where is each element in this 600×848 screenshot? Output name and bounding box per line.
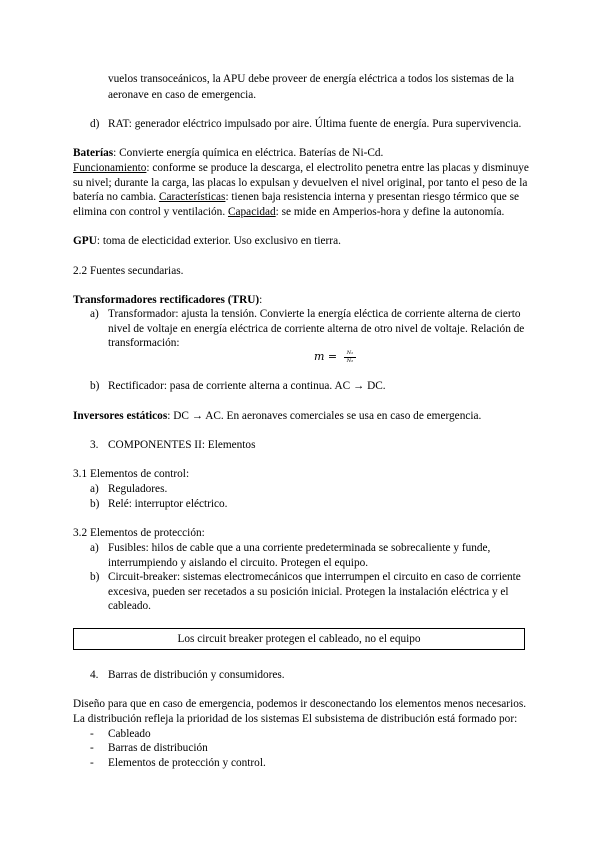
list-marker: d): [90, 118, 100, 130]
formula-fraction: [344, 350, 356, 365]
tru-heading: Transformadores rectificadores (TRU): [73, 294, 260, 306]
list-marker: b): [90, 498, 100, 510]
fusibles-item-line: interrumpiendo y aislando el circuito. Protegen el equipo.: [108, 557, 369, 569]
inversores-line: [73, 409, 481, 423]
circuit-breaker-item-line: excesiva, pueden ser recetados a su posición inicial. Protegen la instalación eléctrica y el: [108, 586, 509, 598]
formula-lhs: m =: [314, 350, 338, 363]
capacidad-line: [73, 205, 504, 219]
baterias-text: : Convierte energía química en eléctrica. Baterías de Ni-Cd.: [113, 147, 384, 159]
formula-numerator: N₁: [346, 350, 354, 356]
note-box: [73, 628, 525, 650]
list-item: Elementos de protección y control.: [108, 757, 266, 769]
circuit-breaker-item: Circuit-breaker: sistemas electromecánicos que interrumpen el circuito en caso de corriente: [108, 571, 521, 583]
tru-colon: :: [259, 294, 263, 306]
section-heading-3-2: 3.2 Elementos de protección:: [73, 527, 205, 539]
baterias-line: [73, 146, 383, 160]
caracteristicas-text: : tienen baja resistencia interna y presentan riesgo térmico que se: [225, 191, 520, 203]
gpu-heading: GPU: [73, 235, 97, 247]
list-item: Relé: interruptor eléctrico.: [108, 498, 228, 510]
dash-marker: -: [90, 757, 94, 769]
caracteristicas-heading: Características: [158, 191, 226, 203]
inversores-text: : DC → AC. En aeronaves comerciales se usa en caso de emergencia.: [167, 410, 482, 422]
list-marker: a): [90, 542, 99, 554]
transformador-item-line: nivel de voltaje en energía eléctrica de corriente alterna de otro nivel de voltaje. Relación de: [108, 323, 525, 335]
section-heading-4: Barras de distribución y consumidores.: [108, 669, 285, 681]
funcionamiento-line: [73, 161, 529, 175]
transformador-item-line: transformación:: [108, 337, 180, 349]
baterias-text: batería no cambia.: [73, 191, 159, 203]
dash-marker: -: [90, 742, 94, 754]
section-heading-2-2: 2.2 Fuentes secundarias.: [73, 265, 184, 277]
caracteristicas-line: [73, 190, 519, 204]
inversores-heading: Inversores estáticos: [73, 410, 168, 422]
list-marker: b): [90, 380, 100, 392]
section-heading-3-1: 3.1 Elementos de control:: [73, 468, 190, 480]
gpu-line: [73, 234, 341, 248]
capacidad-text: : se mide en Amperios-hora y define la autonomía.: [275, 206, 505, 218]
list-marker: a): [90, 483, 99, 495]
list-marker: b): [90, 571, 100, 583]
apu-paragraph-line: aeronave en caso de emergencia.: [108, 89, 257, 101]
diseno-paragraph-line: La distribución refleja la prioridad de los sistemas El subsistema de distribución está formado por:: [73, 713, 518, 725]
tru-heading-line: [73, 293, 262, 307]
diseno-paragraph-line: Diseño para que en caso de emergencia, podemos ir desconectando los elementos menos necesarios.: [73, 698, 527, 710]
list-item: Reguladores.: [108, 483, 168, 495]
capacidad-heading: Capacidad: [227, 206, 276, 218]
section-number: 4.: [90, 669, 99, 681]
section-heading-3: COMPONENTES II: Elementos: [108, 439, 256, 451]
rat-item: RAT: generador eléctrico impulsado por aire. Última fuente de energía. Pura supervivencia.: [108, 118, 522, 130]
list-marker: a): [90, 308, 99, 320]
note-text: Los circuit breaker protegen el cableado, no el equipo: [177, 633, 421, 645]
list-item: Cableado: [108, 728, 151, 740]
apu-paragraph-line: vuelos transoceánicos, la APU debe proveer de energía eléctrica a todos los sistemas de la: [108, 73, 515, 85]
list-item: Barras de distribución: [108, 742, 208, 754]
baterias-line: su nivel; durante la carga, las placas lo expulsan y devuelven el nivel original, por tanto el peso de la: [73, 177, 528, 189]
section-number: 3.: [90, 439, 99, 451]
funcionamiento-text: : conforme se produce la descarga, el electrolito penetra entre las placas y disminuye: [146, 162, 529, 174]
circuit-breaker-item-line: cableado.: [108, 600, 151, 612]
rectificador-item: Rectificador: pasa de corriente alterna a continua. AC → DC.: [108, 380, 386, 392]
baterias-text: elimina con control y ventilación.: [73, 206, 228, 218]
fusibles-item: Fusibles: hilos de cable que a una corriente predeterminada se sobrecaliente y funde,: [108, 542, 491, 554]
funcionamiento-heading: Funcionamiento: [73, 162, 147, 174]
dash-marker: -: [90, 728, 94, 740]
formula-denominator: N₂: [346, 358, 354, 364]
baterias-heading: Baterías: [73, 147, 114, 159]
transformador-item: Transformador: ajusta la tensión. Convierte la energía eléctica de corriente alterna de cierto: [108, 308, 521, 320]
gpu-text: : toma de electicidad exterior. Uso exclusivo en tierra.: [96, 235, 341, 247]
